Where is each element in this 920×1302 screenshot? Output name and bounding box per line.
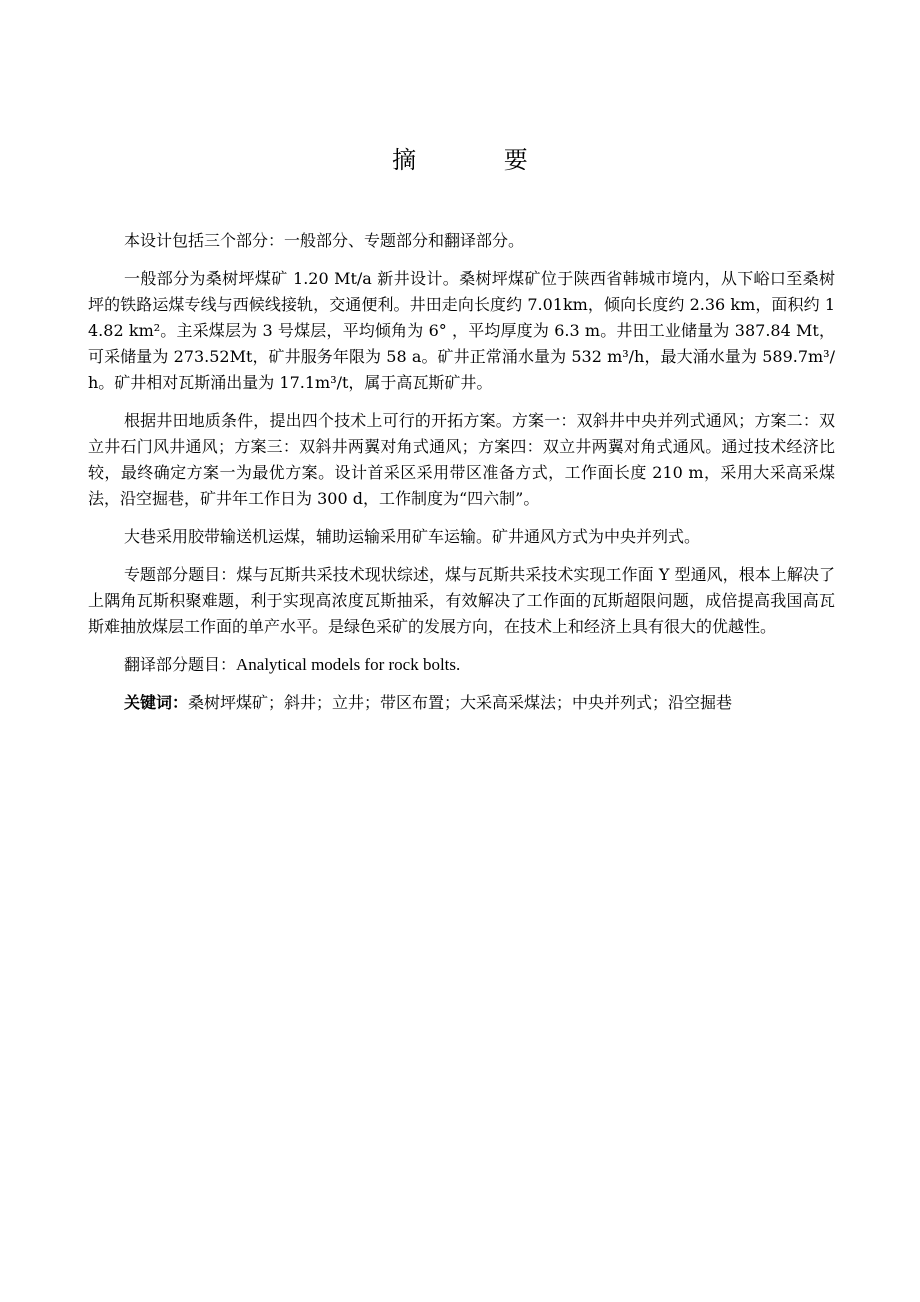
- paragraph-general-part: 一般部分为桑树坪煤矿 1.20 Mt/a 新井设计。桑树坪煤矿位于陕西省韩城市境内，从下峪口至桑树坪的铁路运煤专线与西候线接轨，交通便利。井田走向长度约 7.01km，倾向长度约 2.36 km，面积约 14.82 km²。主采煤层为 3 号煤层，平均倾角为 6° ，平均厚度为 6.3 m。井田工业储量为 387.84 Mt，可采储量为 273.52Mt，矿井服务年限为 58 a。矿井正常涌水量为 532 m³/h，最大涌水量为 589.7m³/h。矿井相对瓦斯涌出量为 17.1m³/t，属于高瓦斯矿井。: [88, 269, 835, 392]
- abstract-body: [88, 228, 835, 728]
- translation-label: 翻译部分题目：: [124, 655, 237, 674]
- paragraph-special-topic: 专题部分题目：煤与瓦斯共采技术现状综述，煤与瓦斯共采技术实现工作面 Y 型通风，根本上解决了上隅角瓦斯积聚难题，利于实现高浓度瓦斯抽采，有效解决了工作面的瓦斯超限问题，成倍提高我国高瓦斯难抽放煤层工作面的单产水平。是绿色采矿的发展方向，在技术上和经济上具有很大的优越性。: [88, 565, 835, 636]
- paragraph-overview: 本设计包括三个部分：一般部分、专题部分和翻译部分。: [124, 231, 525, 250]
- keywords-label: 关键词：: [124, 693, 189, 712]
- keywords-list: 桑树坪煤矿；斜井；立井；带区布置；大采高采煤法；中央并列式；沿空掘巷: [188, 693, 733, 712]
- translation-title: Analytical models for rock bolts.: [236, 655, 461, 674]
- paragraph-development-plans: 根据井田地质条件，提出四个技术上可行的开拓方案。方案一：双斜井中央并列式通风；方案二：双立井石门风井通风；方案三：双斜井两翼对角式通风；方案四：双立井两翼对角式通风。通过技术经济比较，最终确定方案一为最优方案。设计首采区采用带区准备方式，工作面长度 210 m，采用大采高采煤法，沿空掘巷，矿井年工作日为 300 d，工作制度为“四六制”。: [88, 411, 835, 508]
- paragraph-transport-ventilation: 大巷采用胶带输送机运煤，辅助运输采用矿车运输。矿井通风方式为中央并列式。: [124, 527, 701, 546]
- paragraph-translation: [88, 652, 835, 678]
- abstract-title: 摘 要: [392, 146, 568, 174]
- paragraph-keywords: [88, 690, 835, 716]
